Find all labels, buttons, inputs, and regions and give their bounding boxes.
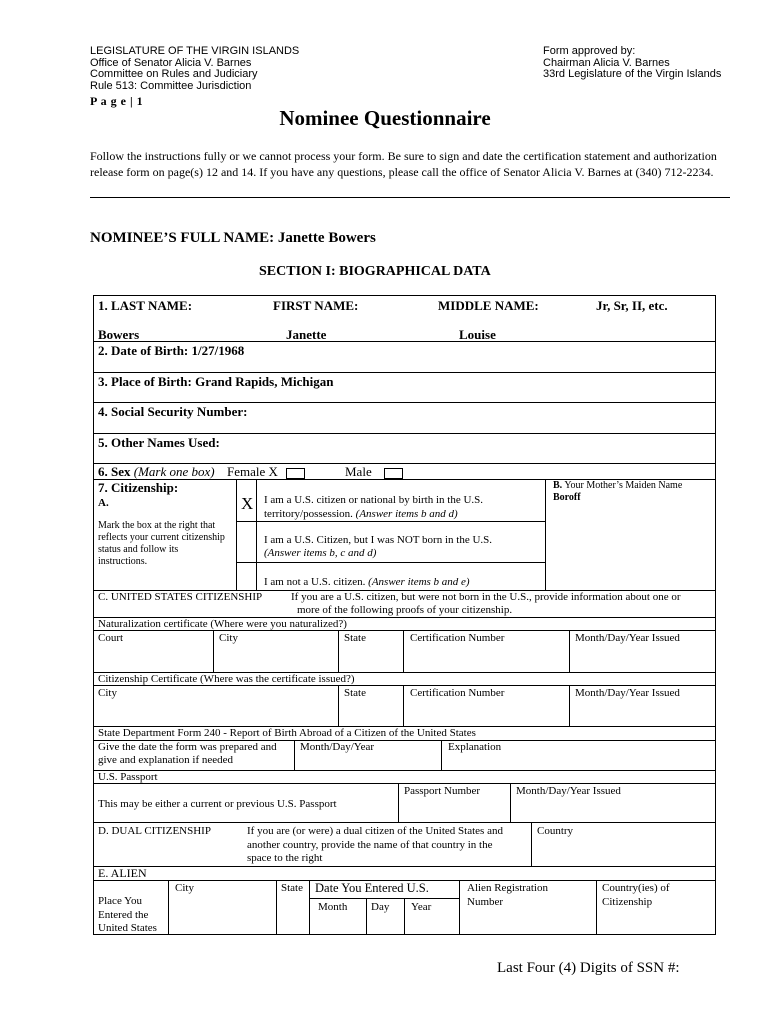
entered-month-label: Month — [318, 901, 348, 913]
form-border-right — [715, 295, 716, 935]
b-label: B. — [553, 480, 563, 491]
cell-divider — [459, 880, 460, 934]
passport-heading: U.S. Passport — [98, 771, 158, 783]
row-line — [93, 402, 715, 403]
entered-year-label: Year — [411, 901, 432, 913]
text-line: Entered the — [98, 908, 149, 921]
countries-of-citizenship-label — [602, 882, 670, 909]
cell-divider — [403, 630, 404, 672]
text-line: another country, provide the name of that country in the — [247, 838, 493, 851]
instruction-line: reflects your current citizenship — [98, 532, 225, 543]
cell-divider — [545, 479, 546, 590]
cell-divider — [256, 479, 257, 590]
divider — [90, 197, 730, 198]
naturalization-heading: Naturalization certificate (Where were you naturalized?) — [98, 618, 347, 630]
cell-divider — [338, 630, 339, 672]
citizenship-a-label: A. — [98, 497, 109, 509]
option-hint: (Answer items b and e) — [368, 576, 470, 588]
cell-divider — [213, 630, 214, 672]
row-line — [93, 433, 715, 434]
option-text: I am a U.S. citizen or national by birth in the U.S. — [264, 494, 484, 506]
us-citizenship-label: C. UNITED STATES CITIZENSHIP — [98, 591, 263, 603]
mother-maiden-label — [553, 480, 682, 491]
instruction-line: release form on page(s) 12 and 14. If you have any questions, please call the office of Senator Alicia V. Barnes at (340) 712-2234. — [90, 165, 714, 179]
cell-divider — [569, 630, 570, 672]
cert-city-label: City — [98, 687, 117, 699]
sex-label: 6. Sex — [98, 464, 131, 479]
cell-divider — [276, 880, 277, 934]
text-line: space to the right — [247, 852, 323, 864]
cell-divider — [338, 685, 339, 726]
passport-date-issued-label: Month/Day/Year Issued — [516, 785, 621, 797]
nat-court-label: Court — [98, 632, 124, 644]
form240-date-label: Month/Day/Year — [300, 741, 375, 753]
cell-divider — [510, 783, 511, 822]
header-line: Form approved by: — [543, 45, 636, 57]
instruction-line: status and follow its — [98, 544, 179, 555]
passport-number-label: Passport Number — [404, 785, 481, 797]
row-line — [93, 783, 715, 784]
cell-divider — [403, 685, 404, 726]
text-line: Number — [467, 895, 504, 908]
text-line: If you are a U.S. citizen, but were not born in the U.S., provide information about one or — [291, 591, 681, 603]
row-line — [93, 685, 715, 686]
place-of-birth[interactable]: 3. Place of Birth: Grand Rapids, Michigan — [98, 374, 334, 389]
sex-hint: (Mark one box) — [133, 464, 215, 479]
cert-state-label: State — [344, 687, 366, 699]
cert-number-label: Certification Number — [410, 687, 505, 699]
citizenship-instruction — [98, 520, 225, 568]
option-text: I am a U.S. Citizen, but I was NOT born in the U.S. — [264, 534, 493, 546]
page-title: Nominee Questionnaire — [279, 106, 491, 130]
female-label: Female X — [227, 464, 278, 479]
header-line: Office of Senator Alicia V. Barnes — [90, 56, 252, 69]
text-line: Give the date the form was prepared and — [98, 741, 277, 753]
ssn-last-four-label: Last Four (4) Digits of SSN #: — [497, 960, 680, 976]
header-line: Rule 513: Committee Jurisdiction — [90, 79, 252, 92]
text-line: more of the following proofs of your citizenship. — [297, 604, 513, 616]
cell-divider — [294, 740, 295, 770]
us-citizenship-text — [291, 591, 681, 617]
nat-cert-number-label: Certification Number — [410, 632, 505, 644]
instruction-line: instructions. — [98, 556, 148, 567]
cell-divider — [366, 898, 367, 934]
nat-date-issued-label: Month/Day/Year Issued — [575, 632, 680, 644]
alien-place-label — [98, 895, 157, 936]
mother-maiden-value[interactable]: Boroff — [553, 492, 581, 503]
entered-day-label: Day — [371, 901, 390, 913]
cell-divider — [309, 880, 310, 934]
header-left — [90, 46, 299, 92]
option-text: I am not a U.S. citizen. — [264, 576, 366, 588]
cert-date-issued-label: Month/Day/Year Issued — [575, 687, 680, 699]
dual-citizenship-label: D. DUAL CITIZENSHIP — [98, 825, 211, 837]
form240-heading: State Department Form 240 - Report of Birth Abroad of a Citizen of the United States — [98, 727, 476, 739]
other-names-label[interactable]: 5. Other Names Used: — [98, 435, 220, 450]
dual-country-label: Country — [537, 825, 574, 837]
header-line: Chairman Alicia V. Barnes — [543, 56, 670, 69]
nat-state-label: State — [344, 632, 366, 644]
text-line: Citizenship — [602, 895, 653, 908]
text-line: United States — [98, 922, 157, 934]
alien-city-label: City — [175, 882, 194, 894]
option-not-citizen — [264, 576, 470, 588]
instructions — [90, 148, 717, 180]
suffix-label: Jr, Sr, II, etc. — [596, 298, 668, 313]
cell-divider — [404, 898, 405, 934]
form-border-left — [93, 295, 94, 935]
page-number: P a g e | 1 — [90, 94, 144, 108]
header-line: Committee on Rules and Judiciary — [90, 68, 258, 80]
cell-divider — [236, 479, 237, 590]
sex-question — [98, 464, 215, 480]
form240-instruction — [98, 741, 277, 767]
cell-divider — [236, 562, 545, 563]
row-line — [93, 934, 715, 935]
header-right — [543, 46, 721, 81]
text-line: Country(ies) of — [602, 882, 670, 894]
option-us-born — [264, 493, 483, 521]
cell-divider — [531, 822, 532, 866]
row-line — [93, 770, 715, 771]
first-name-label: FIRST NAME: — [273, 298, 359, 313]
alien-registration-label — [467, 882, 548, 909]
b-text: Your Mother’s Maiden Name — [564, 480, 683, 491]
middle-name-value[interactable]: Louise — [459, 327, 496, 342]
male-label: Male — [345, 464, 372, 479]
passport-note: This may be either a current or previous U.S. Passport — [98, 798, 337, 810]
option-hint: (Answer items b, c and d) — [264, 547, 377, 559]
option-us-not-born — [264, 534, 492, 560]
header-line: LEGISLATURE OF THE VIRGIN ISLANDS — [90, 45, 300, 57]
row-line — [93, 822, 715, 823]
text-line: Place You — [98, 895, 143, 907]
citizenship-label: 7. Citizenship: — [98, 480, 179, 495]
cell-divider — [569, 685, 570, 726]
text-line: give and explanation if needed — [98, 754, 234, 766]
row-line — [93, 341, 715, 342]
text-line: Alien Registration — [467, 882, 548, 894]
date-of-birth[interactable]: 2. Date of Birth: 1/27/1968 — [98, 343, 245, 358]
middle-name-label: MIDDLE NAME: — [438, 298, 539, 313]
cell-divider — [398, 783, 399, 822]
instruction-line: Follow the instructions fully or we cannot process your form. Be sure to sign and date the certification statement and authorization — [90, 149, 717, 163]
first-name-value[interactable]: Janette — [286, 327, 327, 342]
cell-divider — [309, 898, 459, 899]
cell-divider — [441, 740, 442, 770]
dual-citizenship-text — [247, 825, 503, 866]
option-hint: (Answer items b and d) — [355, 508, 458, 520]
row-line — [93, 372, 715, 373]
citizenship-mark-by-birth[interactable]: X — [241, 494, 254, 513]
alien-state-label: State — [281, 882, 303, 894]
row-line — [93, 866, 715, 867]
section-title: SECTION I: BIOGRAPHICAL DATA — [259, 264, 491, 279]
cell-divider — [236, 521, 545, 522]
row-line — [93, 295, 715, 296]
citizenship-cert-heading: Citizenship Certificate (Where was the certificate issued?) — [98, 673, 355, 685]
nominee-name: NOMINEE’S FULL NAME: Janette Bowers — [90, 230, 376, 246]
date-entered-label: Date You Entered U.S. — [315, 881, 429, 895]
alien-label: E. ALIEN — [98, 866, 147, 880]
last-name-value[interactable]: Bowers — [98, 327, 140, 342]
male-checkbox[interactable] — [384, 468, 403, 479]
cell-divider — [596, 880, 597, 934]
row-line — [93, 630, 715, 631]
instruction-line: Mark the box at the right that — [98, 520, 216, 531]
ssn-label[interactable]: 4. Social Security Number: — [98, 404, 248, 419]
option-text: territory/possession. — [264, 508, 353, 520]
form240-explanation-label: Explanation — [448, 741, 502, 753]
female-checkbox[interactable] — [286, 468, 305, 479]
last-name-label: 1. LAST NAME: — [98, 298, 193, 313]
nat-city-label: City — [219, 632, 238, 644]
header-line: 33rd Legislature of the Virgin Islands — [543, 68, 722, 80]
text-line: If you are (or were) a dual citizen of the United States and — [247, 825, 503, 837]
cell-divider — [168, 880, 169, 934]
